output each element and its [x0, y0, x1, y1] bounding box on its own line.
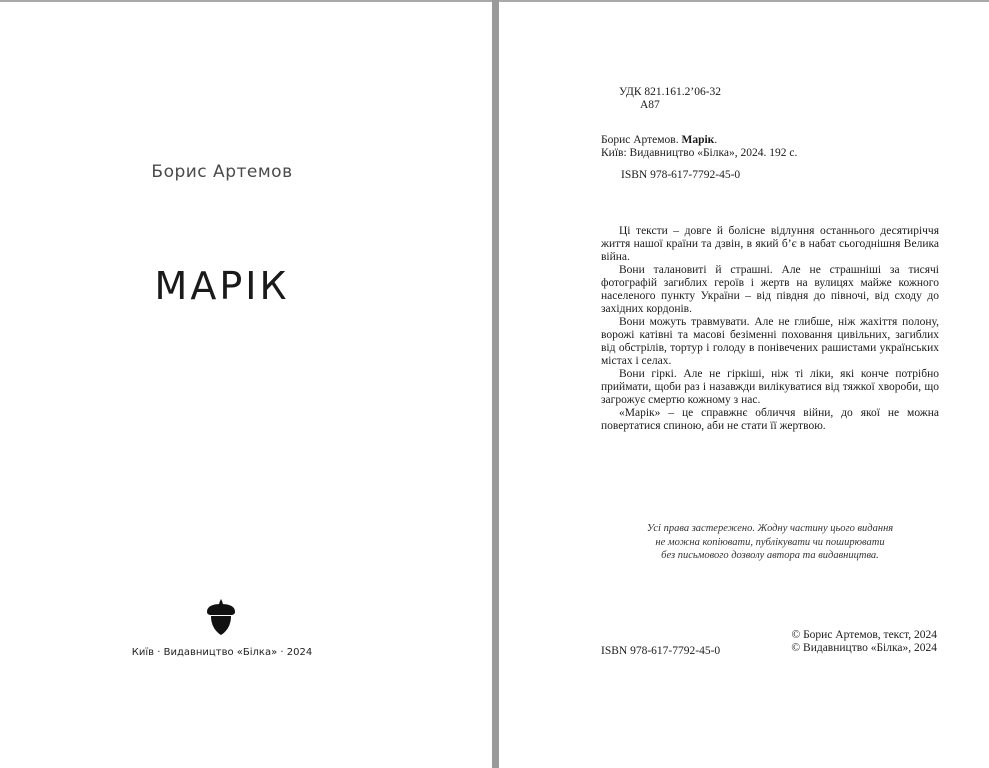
bib-line-2: Київ: Видавництво «Білка», 2024. 192 с.	[601, 147, 798, 159]
left-page-half-title	[0, 2, 492, 768]
bib-author: Борис Артемов.	[601, 134, 679, 146]
rights-line: без письмового дозволу автора та видавництва.	[661, 550, 879, 561]
page-divider	[492, 0, 499, 768]
rights-notice	[601, 522, 939, 563]
acorn-icon	[204, 598, 238, 636]
isbn-bottom: ISBN 978-617-7792-45-0	[601, 645, 721, 657]
publisher-imprint: Київ · Видавництво «Білка» · 2024	[131, 647, 313, 658]
abstract-paragraph: Ці тексти – довге й болісне відлуння останнього десятиріччя життя нашої країни та дзвін, в який б’є в набат сьогоднішня Велика війна.	[601, 225, 939, 263]
rights-line: Усі права застережено. Жодну частину цього видання	[646, 523, 894, 534]
isbn-top: ISBN 978-617-7792-45-0	[621, 169, 741, 181]
bib-line-1	[601, 134, 797, 147]
abstract-paragraph: Вони талановиті й страшні. Але не страшніші за тисячі фотографій загиблих героїв і жертв на вулицях майже кожного населеного пункту України – від півдня до півночі, від сходу до західних кордонів.	[601, 264, 939, 315]
udk-classification	[619, 86, 721, 112]
abstract-paragraph: Вони гіркі. Але не гіркіші, ніж ті ліки, які конче потрібно приймати, щоби раз і назавжди вилікуватися від тяжкої хвороби, що загрожує смертю кожному з нас.	[601, 368, 939, 406]
abstract	[601, 225, 939, 433]
author-mark: А87	[640, 99, 660, 111]
bib-title: Марік	[681, 134, 715, 146]
copyright-author: © Борис Артемов, текст, 2024	[791, 629, 937, 641]
abstract-paragraph: Вони можуть травмувати. Але не глибше, ніж жахіття полону, ворожі катівні та масові безіменні поховання цивільних, загиблих від обстрілів, тортур і голоду в понівечених рашистами українських містах і селах.	[601, 316, 939, 367]
book-title: МАРІК	[154, 264, 290, 308]
udk-code: УДК 821.161.2’06-32	[619, 86, 722, 98]
rights-line: не можна копіювати, публікувати чи поширювати	[655, 536, 885, 548]
bibliographic-record	[601, 134, 797, 160]
bib-dot: .	[714, 134, 718, 146]
abstract-paragraph: «Марік» – це справжнє обличчя війни, до якої не можна повертатися спиною, аби не стати її жертвою.	[601, 407, 939, 432]
right-page-copyright	[499, 2, 989, 768]
copyright-publisher: © Видавництво «Білка», 2024	[791, 642, 937, 654]
copyright-notice	[749, 629, 937, 655]
author-name: Борис Артемов	[151, 162, 293, 182]
